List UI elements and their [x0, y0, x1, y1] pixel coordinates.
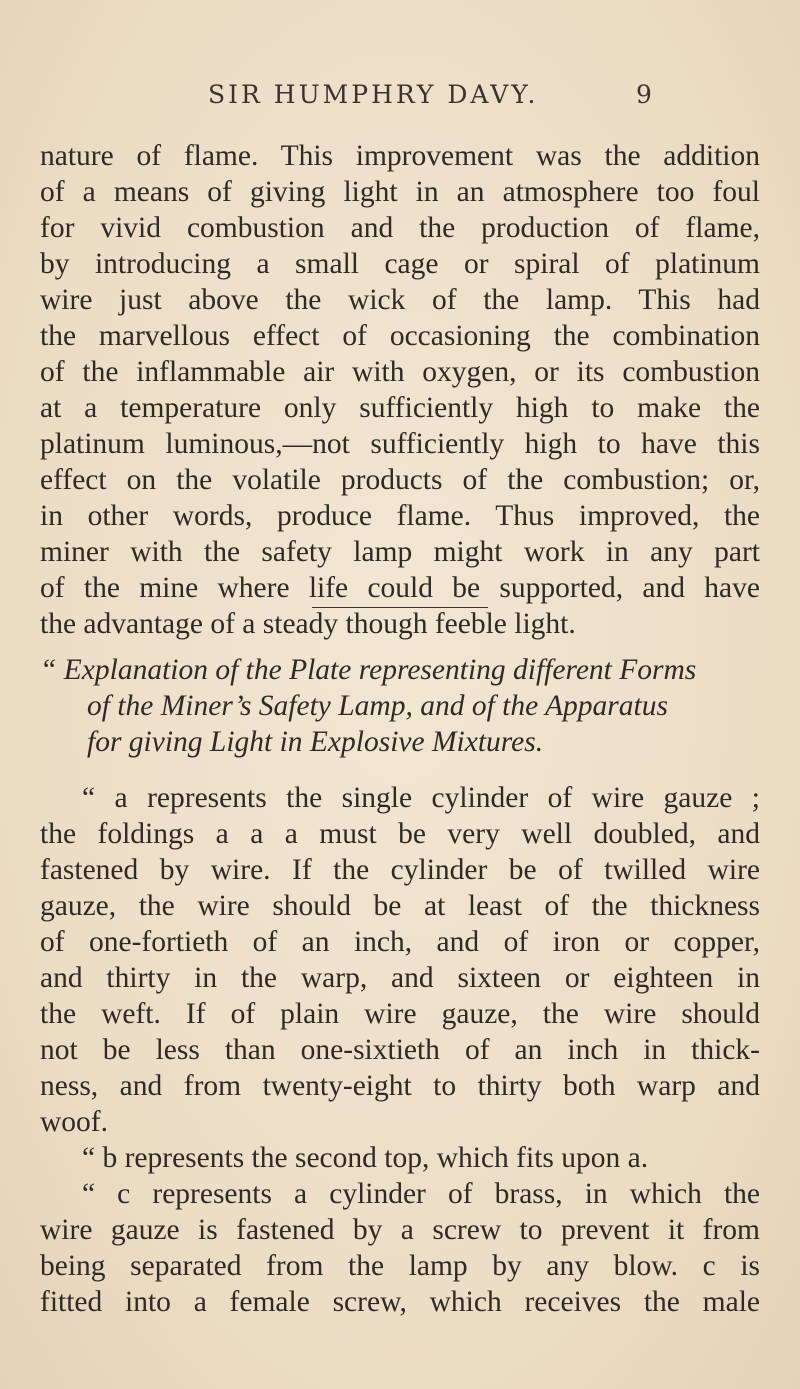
text-line: of one-fortieth of an inch, and of iron or copper,	[40, 926, 760, 958]
text-line: fastened by wire. If the cylinder be of twilled wire	[40, 854, 760, 886]
text-line: platinum luminous,—not sufficiently high to have this	[40, 428, 760, 460]
section-divider-rule	[312, 607, 488, 608]
text-line: “ c represents a cylinder of brass, in which the	[82, 1178, 760, 1210]
paragraph-flame-improvement	[40, 138, 760, 642]
text-line: at a temperature only sufficiently high to make the	[40, 392, 760, 424]
text-line: by introducing a small cage or spiral of platinum	[40, 248, 760, 280]
text-line: of a means of giving light in an atmosphere too foul	[40, 176, 760, 208]
text-line: the advantage of a steady though feeble light.	[40, 608, 576, 640]
text-line: the foldings a a a must be very well doubled, and	[40, 818, 760, 850]
text-line: “ a represents the single cylinder of wire gauze ;	[82, 782, 760, 814]
text-line: in other words, produce flame. Thus improved, the	[40, 500, 760, 532]
text-line: “ b represents the second top, which fits upon a.	[82, 1142, 649, 1174]
page-header	[0, 80, 800, 120]
text-line: ness, and from twenty-eight to thirty both warp and	[40, 1070, 760, 1102]
text-line: miner with the safety lamp might work in any part	[40, 536, 760, 568]
text-line: of the inflammable air with oxygen, or its combustion	[40, 356, 760, 388]
paragraph-plate-explanation	[40, 780, 760, 1320]
running-head: SIR HUMPHRY DAVY.	[208, 80, 539, 109]
text-line: being separated from the lamp by any blow. c is	[40, 1250, 760, 1282]
text-line: wire gauze is fastened by a screw to prevent it from	[40, 1214, 760, 1246]
text-line: fitted into a female screw, which receives the male	[40, 1286, 760, 1318]
heading-line: of the Miner’s Safety Lamp, and of the Apparatus	[87, 690, 668, 722]
heading-line: for giving Light in Explosive Mixtures.	[87, 726, 544, 758]
text-line: nature of flame. This improvement was the addition	[40, 140, 760, 172]
section-heading	[40, 652, 760, 760]
text-line: woof.	[40, 1106, 109, 1138]
page-number: 9	[636, 80, 652, 109]
text-line: and thirty in the warp, and sixteen or eighteen in	[40, 962, 760, 994]
text-line: wire just above the wick of the lamp. This had	[40, 284, 760, 316]
text-line: for vivid combustion and the production of flame,	[40, 212, 760, 244]
text-line: not be less than one-sixtieth of an inch in thick-	[40, 1034, 760, 1066]
text-line: the weft. If of plain wire gauze, the wire should	[40, 998, 760, 1030]
text-line: the marvellous effect of occasioning the combination	[40, 320, 760, 352]
heading-line: “ Explanation of the Plate representing different Forms	[40, 654, 697, 686]
text-line: of the mine where life could be supported, and have	[40, 572, 760, 604]
text-line: effect on the volatile products of the combustion; or,	[40, 464, 760, 496]
text-line: gauze, the wire should be at least of the thickness	[40, 890, 760, 922]
